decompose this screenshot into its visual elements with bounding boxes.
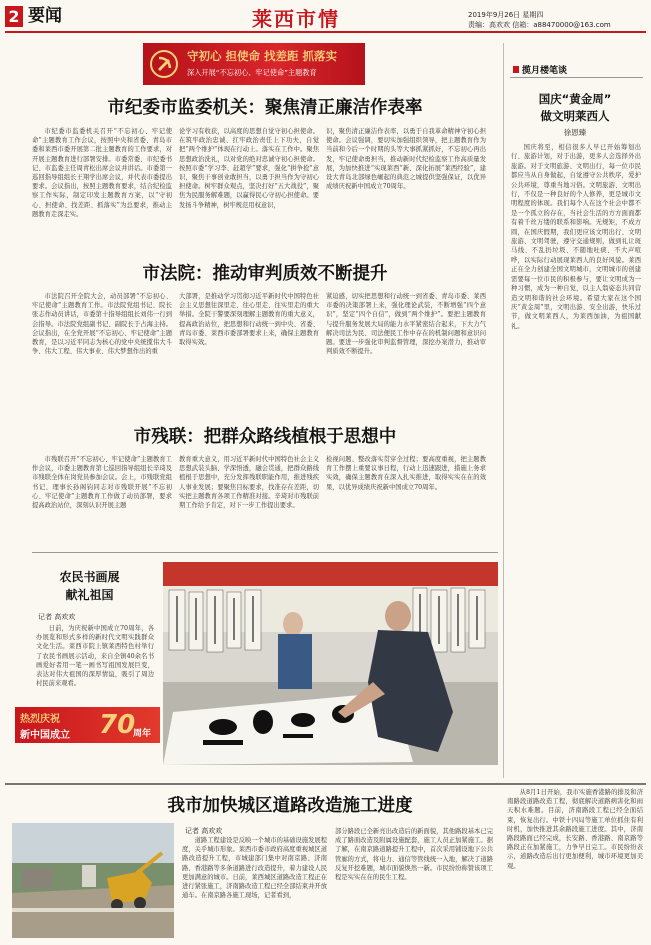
article2-col2: 大部署，是推动学习贯彻习近平新时代中国特色社会主义思想往深里走、往心里走、往实里走的重大举措。全院干警要深刻理解主题教育的重大意义，提高政治站位，把思想和行动统一到中央、省委、青岛市委、莱西市委部署要求上来，确保主题教育取得实效。 [179,293,319,347]
masthead: 莱西市情 [252,7,340,31]
article4-col3: 从8月1日开始，我市实施香港路的排及和济南路段道路改造工程，彻底解决道路病害化和雨天积水难题。目前，济南路段工程已经全面结束，恢复出行。中铁十四局等施工单位抓住有利时机，加快推进其余路段施工进度。其中，济南路段路面已经完成，长安路、香港路、南京路等路段正在加紧施工，力争早日完工。市民纷纷表示，道路改造后出行更加便利，城市环境更加美观。 [507,789,643,870]
divider [32,552,498,553]
page-number-text: 2 [8,7,20,26]
photo-story-title-1: 农民书画展 [59,570,120,584]
article3-col1: 市残联召开“不忘初心、牢记使命”主题教育工作会议，市委主题教育第七巡回指导组组长辛琦及市残联全体在岗党员参加会议。会上，市残联党组书记、理事长孙阁钧同志对市残联开展“不忘初心、牢记使命”主题教育工作做了动员部署，要求提高政治站位，深刻认识开展主题 [32,456,172,510]
article2-headline: 市法院：推动审判质效不断提升 [142,264,388,284]
article1-headline: 市纪委市监委机关：聚焦清正廉洁作表率 [107,98,423,118]
article4-headline: 我市加快城区道路改造施工进度 [167,796,413,816]
sidebar-author: 徐恩臻 [563,128,587,137]
article1-col2: 论学习有收获，以高度的思想自觉守初心担使命。在筑牢政治忠诚、扛牢政治责任上下功夫，自觉把“两个维护”体现在行动上。落实在工作中。聚焦思想政治洗礼，以对党的绝对忠诚守初心担使命。按照市委“学习李、赶超学”要求，强化“拼争抢”意识，聚焦干事创业敢担当，以勇于担当作为守初心担使命。树牢群众观点，坚决打好“五大战役”，聚焦为民服务解难题，以赢得民心守初心担使命。要发扬斗争精神，树牢规范用权意识， [179,128,319,209]
sidebar-column-name: 揽月楼笔谈 [522,66,568,76]
column-marker-icon [513,66,519,73]
sidebar-body: 国庆将至，相信很多人早已开始筹划出行、旅游计划，对于出游，更多人会选择外出旅游。对于文明旅游、文明出行，每一位市民都应当从自身做起，自觉遵守公共秩序，爱护公共环境，尊重当地习俗。文明旅游、文明出行，不仅是一种良好的个人修养，更是城市文明程度的体现。我们每个人在这个社会中都不是一个孤立的存在，当社会生活的方方面面都有着千丝万缕的联系和影响。无规矩，不成方圆，在国庆假期，我们更应该文明出行、文明旅游、文明驾驶，遵守交通规则，做到礼让斑马线、不乱扔垃圾、不随地吐痰、不大声喧哗，以实际行动展现莱西人的良好风貌。莱西正在全力创建全国文明城市，文明城市的创建需要每一位市民的积极参与，要让文明成为一种习惯，成为一种自觉，以主人翁姿态共同营造文明和谐的社会环境。希望大家在这个国庆“黄金周”里，文明出游、安全出游，快乐过节，做文明莱西人，为莱西加油，为祖国献礼。 [511,144,641,330]
sidebar-column-underline [510,77,643,78]
sidebar-rule [503,43,504,778]
article2-col3: 紧迫感，切实把思想和行动统一到省委、青岛市委、莱西市委的决策部署上来，强化理论武装，不断增强“四个意识”，坚定“四个自信”，做到“两个维护”。要把主题教育与提升服务发展大局的能力水平紧密结合起来，下大力气解决司法为民、司法便民工作中存在的机制问题和意识问题。要进一步强化审判监督管理，深挖办案潜力，推动审判质效不断提升。 [326,293,486,356]
article3-col3: 检视问题、整改落实贯穿全过程；要高度重视，把主题教育工作摆上重要议事日程，行动上迅速跟进，措施上务求实效，确保主题教育在深入扎实推进，取得实实在在的效果，以优异成绩庆祝新中国成立70周年。 [326,456,486,491]
article2-col1: 市法院召开全院大会，动员部署“不忘初心、牢记使命”主题教育工作。市法院党组书记、院长张志作动员讲话，市委第十指导组组长刘伟一行到会指导。市法院党组副书记、副院长于占海主持。会议指出，在全党开展“不忘初心、牢记使命”主题教育，是以习近平同志为核心的党中央统揽伟大斗争、伟大工程、伟大事业、伟大梦想作出的重 [32,293,172,356]
article1-col1: 市纪委市监委机关召开“不忘初心、牢记使命”主题教育工作会议，按照中央和省委、青岛市委和莱西市委开展第二批主题教育的工作要求，对开展主题教育进行部署安排。市委常委、市纪委书记、市监委主任周青松出席会议并讲话。市委第一巡回指导组组长王翔学出席会议，并代表市委提出要求。会议指出，按照主题教育要求，结合纪检监察工作实际，制定印发主题教育方案，以“守初心、担使命、找差距、抓落实”为总要求，推动主题教育走深走实。 [32,128,172,218]
section-title: 要闻 [28,6,62,26]
article3-headline: 市残联：把群众路线植根于思想中 [133,427,397,447]
sidebar-headline-1: 国庆“黄金周” [538,92,612,106]
photo-story-reporter: 记者 高欢欢 [38,613,76,621]
article4-col2: 部分路段已全新亮出改造后的新面貌，其他路段基本已完成了路面改造及附属设施配套，施工人员正加紧施工。据了解，在南京路道路提升工程中，首次采用铺设地下公共管廊的方式，将电力、通信等管线统一入地，解决了道路反复开挖难题，城市面貌焕然一新。市民纷纷称赞该项工程是实实在在的民生工程。 [335,828,493,882]
article3-col2: 教育重大意义，用习近平新时代中国特色社会主义思想武装头脑、学深悟透，融会贯通，把群众路线植根于思想中，充分发挥残联职能作用，推进残疾人事业发展；要聚焦目标要求，找准存在差距，切实把主题教育各项工作精准对接。辛琦对市残联前期工作给予肯定，对下一步工作提出要求。 [179,456,319,510]
photo-story-body: 日前，为庆祝新中国成立70周年，各办展览和形式多样的新时代文明实践群众文化生活。莱西市院上镇莱西特色村举行了农民书画展示活动，来自全镇40余名书画爱好者用一笔一画书写祖国发展巨变，表达对伟大祖国的深厚情谊，吸引了周边村民前来观看。 [36,625,154,688]
badge-line2: 新中国成立 [20,730,70,741]
article1-col3: 识，聚焦清正廉洁作表率，以勇于自我革命精神守初心担使命。会议强调，要切实加强组织领导，把主题教育作为当前和今后一个时期的头等大事抓紧抓好，不忘初心再出发，牢记使命勇担当，推动新时代纪检监察工作高质量发展，为加快推进“实现莱西“新、深化拓展“莱西经验”，建设大青岛北部绿色崛起的典范之城提供坚强保证，以优异成绩庆祝新中国成立70周年。 [326,128,486,191]
badge-number: 70 [99,710,136,740]
theme-banner [143,43,365,85]
road-photo [12,823,174,938]
banner-subtitle: 深入开展“不忘初心、牢记使命”主题教育 [187,68,317,77]
badge-suffix: 周年 [133,729,152,739]
sidebar-headline-2: 做文明莱西人 [540,109,610,123]
calligraphy-photo [163,562,498,765]
header-editor: 责编：高欢欢 信箱：a88470000@163.com [468,21,611,29]
header-date: 2019年9月26日 星期四 [468,11,544,19]
article4-col1: 道路工程建设是反映一个城市的基础设施发展程度，关乎城市形象。莱西市委市政府高度重视城区道路改造提升工程，市城建部门集中对南京路、济南路、香港路等多条道路进行改造提升，着力建设人民更加满意的城市。日前，莱西城区道路改造工程正在进行紧张施工，济南路改造工程已经全部结束并开放通车。在南京路各施工现场，记者看到， [182,837,327,900]
page-number [5,6,23,27]
party-emblem-icon [149,49,179,79]
article4-reporter: 记者 高欢欢 [185,827,223,835]
bottom-rule [5,783,646,785]
banner-slogan: 守初心 担使命 找差距 抓落实 [187,49,338,63]
header-rule [5,31,646,33]
anniversary-badge [15,707,160,743]
badge-line1: 热烈庆祝 [20,714,60,725]
photo-story-title-2: 献礼祖国 [65,588,114,602]
